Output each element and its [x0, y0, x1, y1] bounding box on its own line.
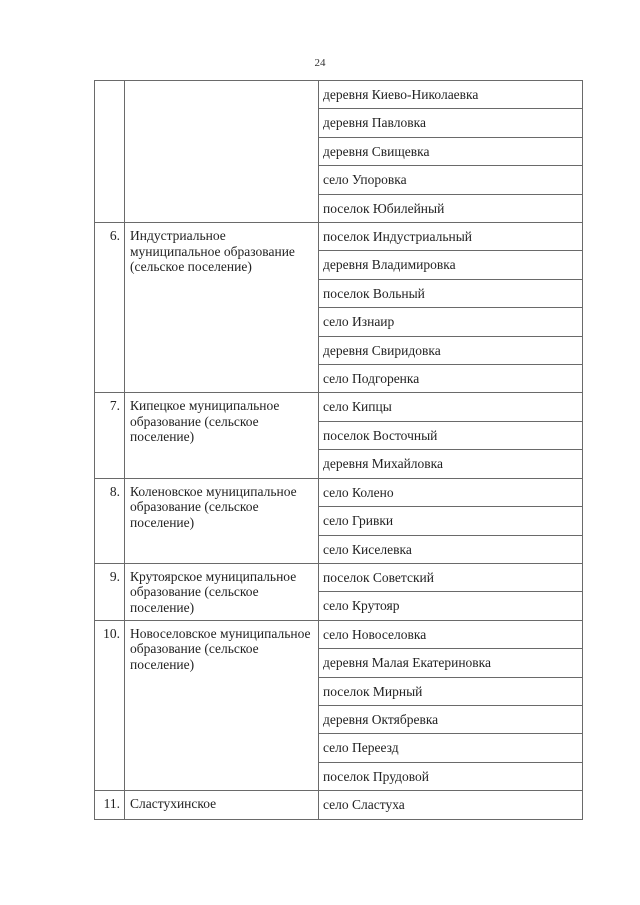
table-row — [95, 791, 583, 819]
row-number: 11. — [95, 791, 125, 819]
table-row — [95, 478, 583, 506]
settlement-name: село Переезд — [319, 734, 583, 762]
settlement-name: деревня Свиридовка — [319, 336, 583, 364]
settlements-table-body — [95, 81, 583, 820]
settlement-name: село Упоровка — [319, 166, 583, 194]
page-number: 24 — [314, 57, 326, 69]
settlement-name: село Крутояр — [319, 592, 583, 620]
settlement-name: деревня Владимировка — [319, 251, 583, 279]
settlement-name: село Киселевка — [319, 535, 583, 563]
municipality-name: Новоселовское муниципальное образование (сельское поселение) — [125, 620, 319, 790]
settlement-name: поселок Прудовой — [319, 762, 583, 790]
table-row — [95, 563, 583, 591]
municipality-name — [125, 81, 319, 223]
settlement-name: деревня Киево-Николаевка — [319, 81, 583, 109]
settlement-name: деревня Михайловка — [319, 450, 583, 478]
settlement-name: поселок Индустриальный — [319, 223, 583, 251]
settlement-name: поселок Восточный — [319, 421, 583, 449]
settlement-name: село Изнаир — [319, 308, 583, 336]
table-row — [95, 223, 583, 251]
row-number: 9. — [95, 563, 125, 620]
settlement-name: село Подгоренка — [319, 365, 583, 393]
table-row — [95, 620, 583, 648]
settlement-name: деревня Павловка — [319, 109, 583, 137]
settlement-name: село Новоселовка — [319, 620, 583, 648]
municipality-name: Кипецкое муниципальное образование (сельское поселение) — [125, 393, 319, 478]
table-row — [95, 393, 583, 421]
settlement-name: деревня Октябревка — [319, 705, 583, 733]
row-number: 10. — [95, 620, 125, 790]
row-number: 7. — [95, 393, 125, 478]
row-number: 8. — [95, 478, 125, 563]
settlement-name: село Гривки — [319, 507, 583, 535]
municipality-name: Крутоярское муниципальное образование (сельское поселение) — [125, 563, 319, 620]
settlement-name: деревня Малая Екатериновка — [319, 649, 583, 677]
settlements-table — [94, 80, 583, 820]
settlement-name: село Кипцы — [319, 393, 583, 421]
settlement-name: село Колено — [319, 478, 583, 506]
settlement-name: поселок Советский — [319, 563, 583, 591]
municipality-name: Сластухинское — [125, 791, 319, 819]
row-number — [95, 81, 125, 223]
settlement-name: село Сластуха — [319, 791, 583, 819]
municipality-name: Индустриальное муниципальное образование (сельское поселение) — [125, 223, 319, 393]
row-number: 6. — [95, 223, 125, 393]
settlement-name: поселок Юбилейный — [319, 194, 583, 222]
municipality-name: Коленовское муниципальное образование (сельское поселение) — [125, 478, 319, 563]
settlement-name: поселок Вольный — [319, 279, 583, 307]
settlement-name: деревня Свищевка — [319, 137, 583, 165]
settlement-name: поселок Мирный — [319, 677, 583, 705]
table-row — [95, 81, 583, 109]
